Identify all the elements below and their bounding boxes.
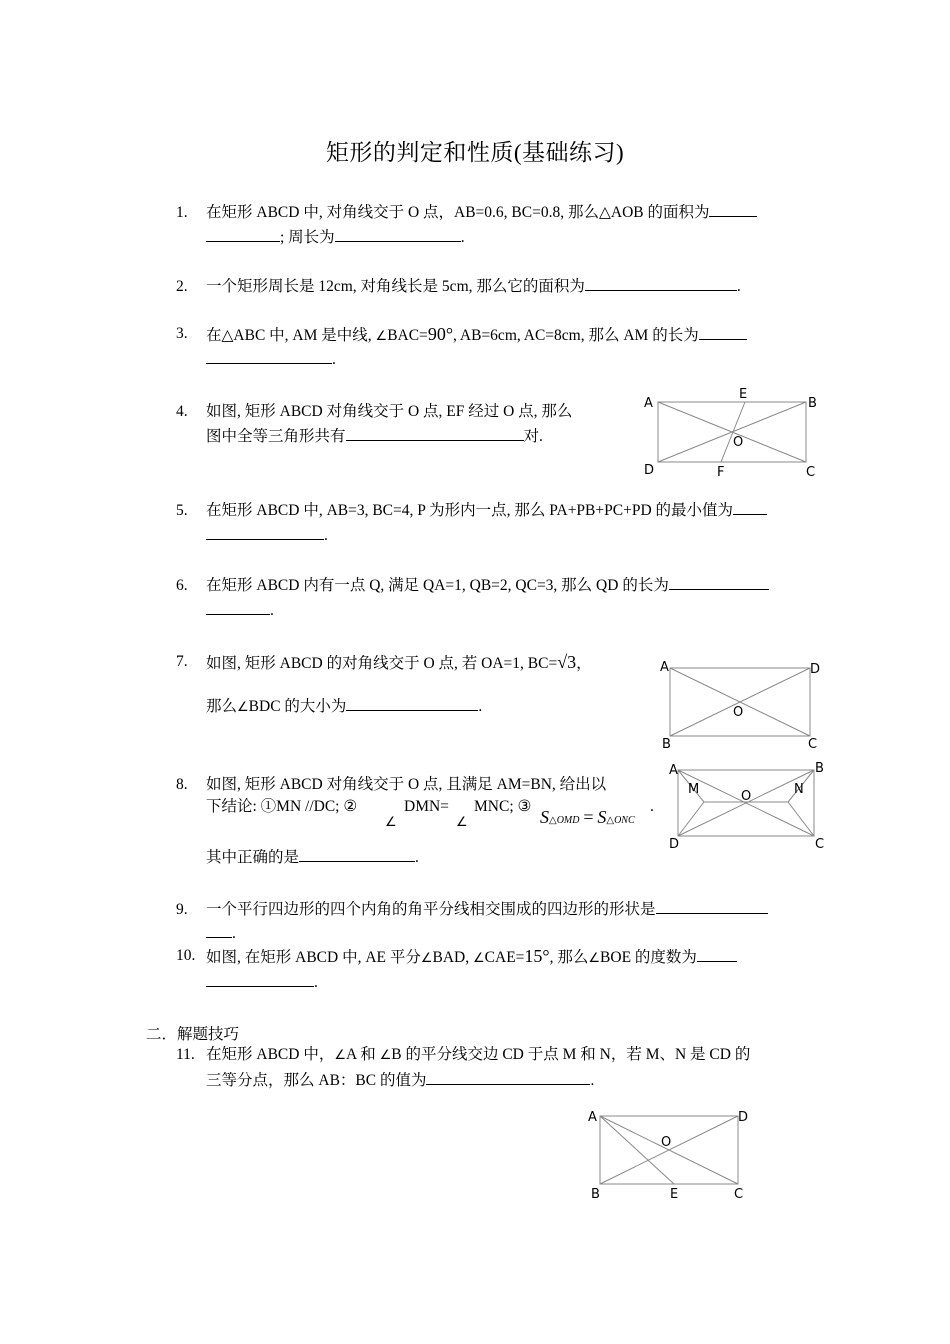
question-6 (176, 574, 816, 624)
question-text: 如图, 矩形 ABCD 对角线交于 O 点, EF 经过 O 点, 那么 (206, 403, 573, 420)
label-d: D (669, 837, 680, 852)
question-end: . (590, 1072, 595, 1089)
question-end: . (270, 602, 274, 619)
question-text: 那么 (206, 698, 238, 715)
period: . (650, 798, 654, 815)
question-end: . (415, 849, 419, 866)
angle-symbol: ∠ (420, 951, 433, 966)
question-text: 如图, 在矩形 ABCD 中, AE 平分 (206, 949, 421, 966)
question-number: 10. (176, 947, 196, 964)
question-end: . (314, 974, 318, 991)
question-text: A 和 (345, 1046, 376, 1063)
label-m: M (688, 782, 700, 797)
answer-blank[interactable] (709, 202, 757, 217)
question-text: BAD, (432, 949, 470, 966)
label-b: B (662, 737, 671, 752)
question-8 (176, 773, 666, 869)
question-number: 11. (176, 1046, 195, 1063)
question-text: 在矩形 ABCD 中, AB=3, BC=4, P 为形内一点, 那么 PA+PB+PC+PD 的最小值为 (206, 502, 734, 519)
answer-blank[interactable] (335, 227, 461, 242)
question-text: 在矩形 ABCD 内有一点 Q, 满足 QA=1, QB=2, QC=3, 那么 QD 的长为 (206, 577, 669, 594)
angle-symbol: ∠ (473, 951, 485, 966)
answer-blank[interactable] (206, 349, 332, 364)
question-1 (176, 201, 816, 251)
label-o: O (741, 789, 752, 804)
answer-blank[interactable] (206, 600, 270, 615)
figure-rectangle-ef (640, 382, 820, 480)
label-b: B (591, 1187, 600, 1202)
comma: ， (576, 655, 592, 672)
question-end: . (232, 925, 236, 942)
label-a: A (660, 660, 669, 675)
page-title: 矩形的判定和性质(基础练习) (325, 140, 625, 165)
area-symbol: S (597, 807, 607, 827)
question-text: , AB=6cm, AC=8cm, 那么 AM 的长为 (453, 327, 699, 344)
question-text: 在△ABC 中, AM 是中线, (206, 327, 372, 344)
answer-blank[interactable] (699, 325, 747, 340)
question-text: DMN= (404, 798, 449, 815)
degree-value: 15° (524, 946, 550, 966)
question-number: 3. (176, 325, 188, 342)
label-b: B (815, 761, 824, 776)
label-e: E (739, 387, 748, 402)
answer-blank[interactable] (733, 500, 767, 515)
equals-sign: = (583, 807, 594, 827)
section-heading: 二．解题技巧 (146, 1026, 240, 1043)
answer-blank[interactable] (669, 575, 769, 590)
question-text: 三等分点，那么 AB：BC 的值为 (206, 1072, 427, 1089)
question-text: 如图, 矩形 ABCD 的对角线交于 O 点, 若 OA=1, BC= (206, 655, 558, 672)
answer-blank[interactable] (299, 847, 415, 862)
label-o: O (661, 1135, 672, 1150)
question-text: BDC 的大小为 (248, 698, 347, 715)
question-text: 一个矩形周长是 12cm, 对角线长是 5cm, 那么它的面积为 (206, 278, 585, 295)
question-text: 图中全等三角形共有 (206, 428, 346, 445)
answer-blank[interactable] (346, 426, 524, 441)
question-9 (176, 898, 816, 946)
answer-blank[interactable] (585, 276, 737, 291)
question-10 (176, 944, 816, 996)
question-text: BAC= (387, 327, 428, 344)
question-number: 6. (176, 577, 188, 594)
question-number: 8. (176, 776, 188, 793)
question-3 (176, 322, 816, 372)
question-text: 在矩形 ABCD 中, 对角线交于 O 点，AB=0.6, BC=0.8, 那么△AOB 的面积为 (206, 204, 710, 221)
question-number: 9. (176, 901, 188, 918)
answer-blank[interactable] (697, 947, 737, 962)
question-end: 对. (523, 428, 543, 445)
label-d: D (738, 1110, 749, 1125)
degree-value: 90° (427, 324, 454, 344)
label-c: C (808, 737, 818, 752)
area-subscript: △OMD (549, 815, 580, 826)
question-5 (176, 499, 816, 549)
angle-symbol: ∠ (375, 329, 388, 344)
question-end: . (332, 351, 336, 368)
angle-symbol: ∠ (237, 700, 249, 715)
angle-symbol: ∠ (456, 815, 468, 830)
question-text: MNC; ③ (474, 798, 532, 815)
question-text: 一个平行四边形的四个内角的角平分线相交围成的四边形的形状是 (206, 901, 656, 918)
answer-blank[interactable] (206, 923, 232, 938)
angle-symbol: ∠ (588, 951, 601, 966)
answer-blank[interactable] (656, 899, 768, 914)
question-number: 7. (176, 653, 188, 670)
label-c: C (815, 837, 825, 852)
question-2 (176, 275, 816, 301)
label-o: O (733, 705, 744, 720)
question-4 (176, 400, 646, 450)
figure-rectangle-ae (584, 1104, 749, 1202)
label-e: E (670, 1187, 679, 1202)
question-number: 5. (176, 502, 188, 519)
label-n: N (794, 782, 804, 797)
label-a: A (644, 396, 653, 411)
label-c: C (806, 465, 816, 480)
question-end: . (324, 527, 328, 544)
question-number: 2. (176, 278, 188, 295)
question-number: 1. (176, 204, 188, 221)
answer-blank[interactable] (206, 972, 314, 987)
question-text: CAE= (484, 949, 525, 966)
question-text: ; 周长为 (280, 229, 335, 246)
question-end: . (478, 698, 483, 715)
question-text: , 那么 (549, 949, 589, 966)
area-subscript: △ONC (606, 815, 635, 826)
question-7 (176, 650, 656, 722)
question-text: 下结论: ①MN //DC; ② (206, 798, 358, 815)
angle-symbol: ∠ (334, 1048, 346, 1063)
question-11 (176, 1043, 816, 1095)
figure-rectangle-mn (664, 758, 825, 852)
angle-symbol: ∠ (385, 815, 397, 830)
label-a: A (588, 1110, 597, 1125)
question-text: B 的平分线交边 CD 于点 M 和 N，若 M、N 是 CD 的 (391, 1046, 751, 1063)
answer-blank[interactable] (206, 227, 280, 242)
label-d: D (644, 463, 655, 478)
label-o: O (733, 435, 744, 450)
question-text: BOE 的度数为 (600, 949, 697, 966)
area-formula (540, 805, 635, 833)
question-number: 4. (176, 403, 188, 420)
question-text: 如图, 矩形 ABCD 对角线交于 O 点, 且满足 AM=BN, 给出以 (206, 776, 607, 793)
label-b: B (808, 396, 817, 411)
label-a: A (669, 763, 678, 778)
label-d: D (810, 662, 821, 677)
answer-blank[interactable] (346, 696, 478, 711)
figure-rectangle-bdc (656, 656, 821, 752)
answer-blank[interactable] (206, 525, 324, 540)
answer-blank[interactable] (426, 1070, 590, 1085)
question-text: 在矩形 ABCD 中， (206, 1046, 335, 1063)
area-symbol: S (540, 807, 549, 827)
sqrt-three: √3 (557, 652, 577, 672)
question-end: . (736, 278, 741, 295)
label-c: C (734, 1187, 744, 1202)
question-text: 其中正确的是 (206, 849, 300, 866)
angle-symbol: ∠ (379, 1048, 392, 1063)
label-f: F (717, 465, 725, 480)
question-end: . (460, 229, 465, 246)
